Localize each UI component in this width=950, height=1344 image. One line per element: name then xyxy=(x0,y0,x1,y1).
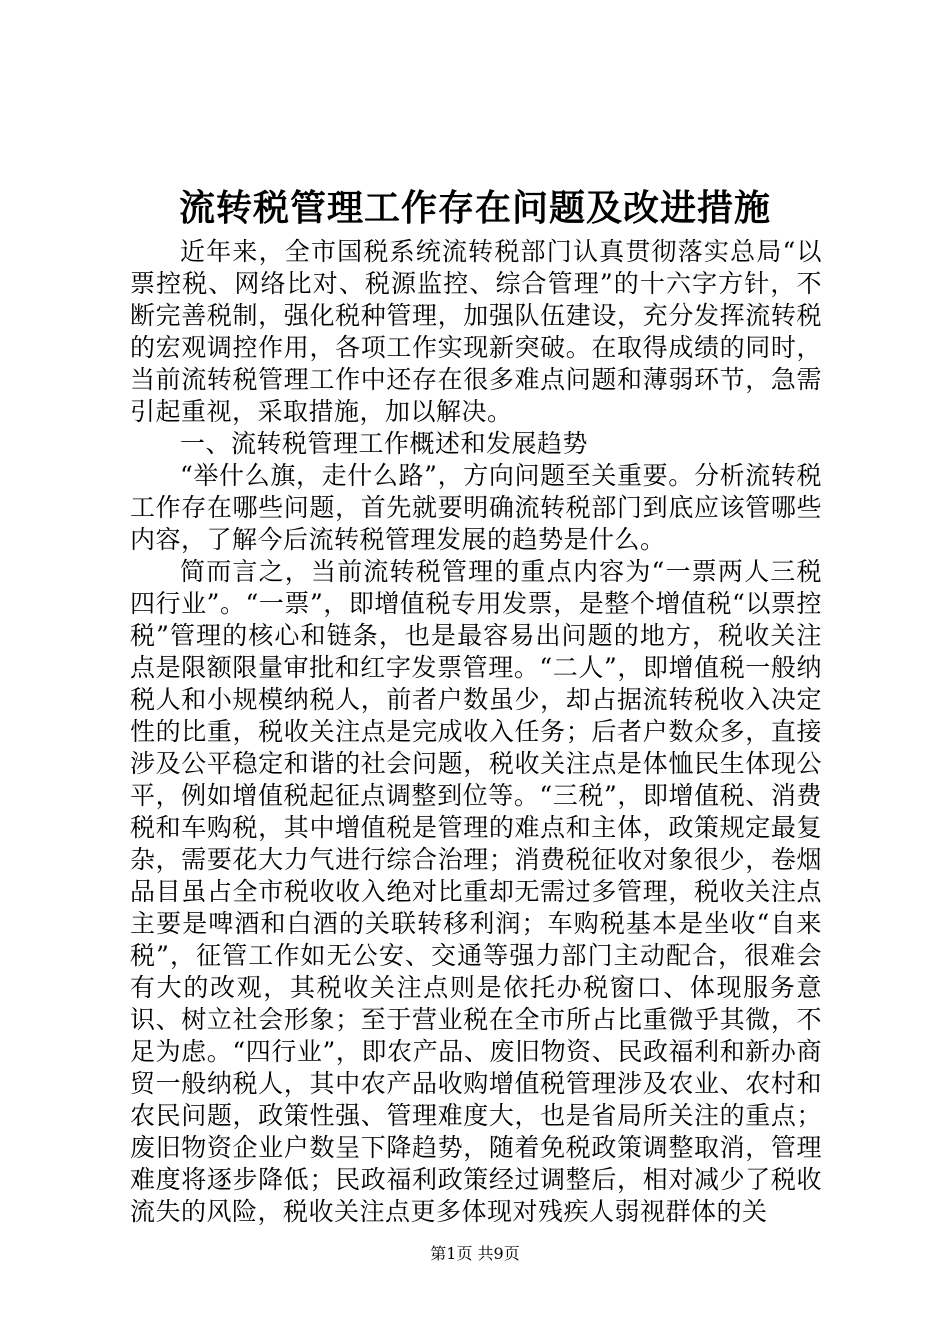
section-heading-1: 一、流转税管理工作概述和发展趋势 xyxy=(180,429,589,458)
page-number: 第1页 共9页 xyxy=(430,1244,520,1263)
paragraph-direction: “举什么旗，走什么路”，方向问题至关重要。分析流转税工作存在哪些问题，首先就要明确流转税部门到底应该管哪些内容，了解今后流转税管理发展的趋势是什么。 xyxy=(130,461,822,554)
paragraph-key-content: 简而言之，当前流转税管理的重点内容为“一票两人三税四行业”。“一票”，即增值税专用发票，是整个增值税“以票控税”管理的核心和链条，也是最容易出问题的地方，税收关注点是限额限量审批和红字发票管理。“二人”，即增值税一般纳税人和小规模纳税人，前者户数虽少，却占据流转税收入决定性的比重，税收关注点是完成收入任务；后者户数众多，直接涉及公平稳定和谐的社会问题，税收关注点是体恤民生体现公平，例如增值税起征点调整到位等。“三税”，即增值税、消费税和车购税，其中增值税是管理的难点和主体，政策规定最复杂，需要花大力气进行综合治理；消费税征收对象很少，卷烟品目虽占全市税收收入绝对比重却无需过多管理，税收关注点主要是啤酒和白酒的关联转移利润；车购税基本是坐收“自来税”，征管工作如无公安、交通等强力部门主动配合，很难会有大的改观，其税收关注点则是依托办税窗口、体现服务意识、树立社会形象；至于营业税在全市所占比重微乎其微，不足为虑。“四行业”，即农产品、废旧物资、民政福利和新办商贸一般纳税人，其中农产品收购增值税管理涉及农业、农村和农民问题，政策性强、管理难度大，也是省局所关注的重点；废旧物资企业户数呈下降趋势，随着免税政策调整取消，管理难度将逐步降低；民政福利政策经过调整后，相对减少了税收流失的风险，税收关注点更多体现对残疾人弱视群体的关 xyxy=(130,557,822,1226)
document-title: 流转税管理工作存在问题及改进措施 xyxy=(178,187,771,229)
paragraph-intro: 近年来，全市国税系统流转税部门认真贯彻落实总局“以票控税、网络比对、税源监控、综合管理”的十六字方针，不断完善税制，强化税种管理，加强队伍建设，充分发挥流转税的宏观调控作用，各项工作实现新突破。在取得成绩的同时，当前流转税管理工作中还存在很多难点问题和薄弱环节，急需引起重视，采取措施，加以解决。 xyxy=(130,237,822,426)
document-body xyxy=(130,236,822,1228)
